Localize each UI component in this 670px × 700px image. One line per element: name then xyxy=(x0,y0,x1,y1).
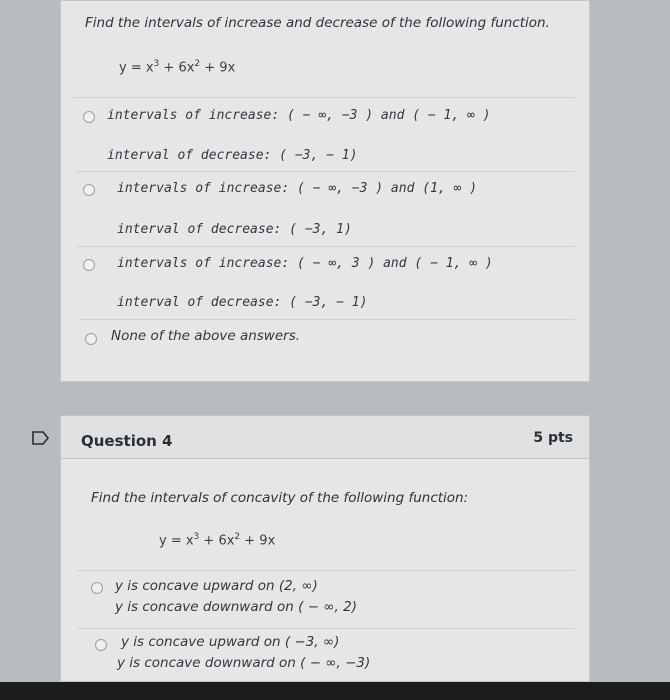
option-3-line-2: interval of decrease: ( −3, − 1) xyxy=(117,295,368,310)
option-4-line-1: None of the above answers. xyxy=(111,328,301,344)
option-2-line-2: interval of decrease: ( −3, 1) xyxy=(117,222,352,237)
option-divider xyxy=(79,319,575,320)
q4-option-2-line-1: y is concave upward on ( −3, ∞) xyxy=(121,634,340,650)
question-3-equation: $y = x^3 + 6x^2 + 9x$ xyxy=(119,59,236,76)
question-4-title: Question 4 xyxy=(81,432,173,450)
option-3-radio[interactable] xyxy=(83,259,95,271)
option-2-line-1: intervals of increase: ( − ∞, −3 ) and (1, ∞ ) xyxy=(117,181,478,196)
option-1-radio[interactable] xyxy=(83,111,95,123)
q4-option-1-line-1: y is concave upward on (2, ∞) xyxy=(115,578,318,594)
question-4-equation: $y = x^3 + 6x^2 + 9x$ xyxy=(159,532,276,549)
question-3-panel xyxy=(60,0,590,382)
option-3-line-1: intervals of increase: ( − ∞, 3 ) and ( − 1, ∞ ) xyxy=(117,256,493,271)
q4-option-1-line-2: y is concave downward on ( − ∞, 2) xyxy=(115,599,357,615)
option-divider xyxy=(73,97,575,98)
option-4-radio[interactable] xyxy=(85,333,97,345)
question-4-header xyxy=(61,416,589,459)
question-3-prompt: Find the intervals of increase and decrease of the following function. xyxy=(85,15,550,31)
option-divider xyxy=(77,570,575,571)
option-2-radio[interactable] xyxy=(83,184,95,196)
bottom-bar xyxy=(0,682,670,700)
question-4-points: 5 pts xyxy=(533,430,573,446)
q4-option-1-radio[interactable] xyxy=(91,582,103,594)
question-4-prompt: Find the intervals of concavity of the following function: xyxy=(91,490,469,506)
q4-option-2-line-2: y is concave downward on ( − ∞, −3) xyxy=(117,655,371,671)
flag-icon[interactable] xyxy=(32,431,50,445)
q4-option-2-radio[interactable] xyxy=(95,639,107,651)
option-1-line-1: intervals of increase: ( − ∞, −3 ) and ( − 1, ∞ ) xyxy=(107,108,491,123)
option-divider xyxy=(77,246,575,247)
question-4-panel xyxy=(60,415,590,682)
option-divider xyxy=(75,171,575,172)
option-1-line-2: interval of decrease: ( −3, − 1) xyxy=(107,148,358,163)
option-divider xyxy=(77,628,575,629)
